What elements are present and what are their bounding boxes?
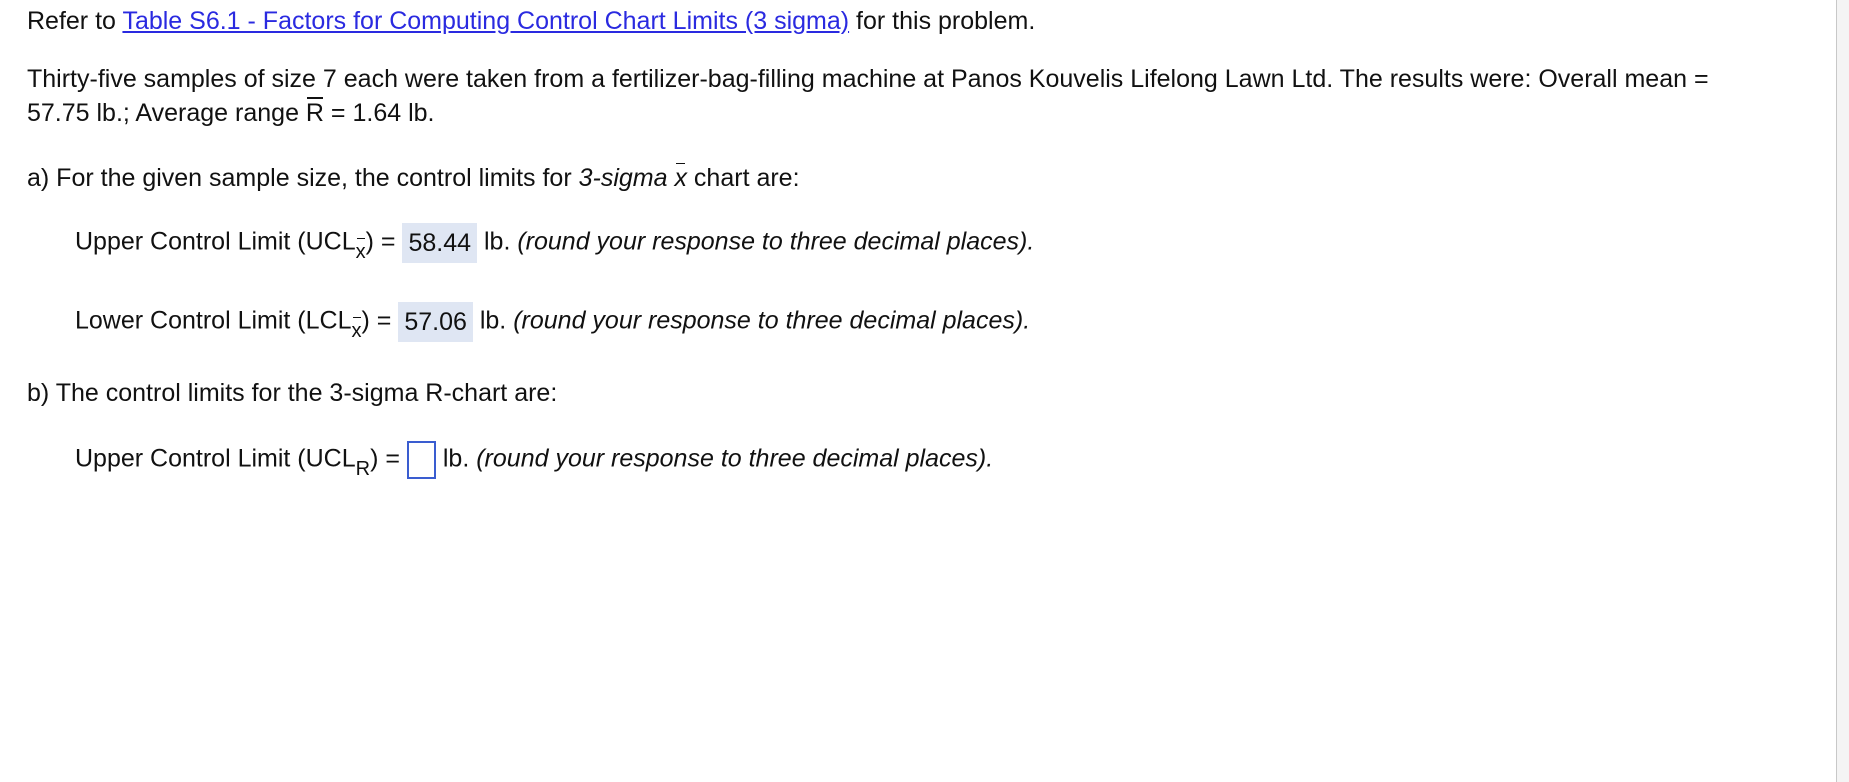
ucl-x-row — [75, 223, 1034, 263]
lcl-x-row — [75, 302, 1030, 342]
problem-line-1: Thirty-five samples of size 7 each were taken from a fertilizer-bag-filling machine at Panos Kouvelis Lifelong Lawn Ltd. The results were: Overall mean = — [27, 65, 1709, 93]
ucl-x-answer[interactable]: 58.44 — [402, 223, 477, 263]
intro-prefix: Refer to — [27, 7, 123, 35]
r-bar-symbol: R — [305, 99, 324, 127]
lcl-x-label: Lower Control Limit (LCL — [75, 306, 352, 335]
intro-line — [27, 6, 1035, 36]
part-a-heading — [27, 163, 800, 193]
intro-suffix: for this problem. — [849, 7, 1036, 35]
part-a-heading-italic: 3-sigma — [578, 164, 668, 192]
ucl-x-unit: lb. — [483, 227, 511, 256]
ucl-r-unit: lb. — [442, 444, 470, 473]
ucl-x-label: Upper Control Limit (UCL — [75, 227, 356, 256]
lcl-x-unit: lb. — [479, 306, 507, 335]
ucl-x-note: (round your response to three decimal places). — [517, 227, 1035, 256]
part-a-heading-suffix: chart are: — [686, 164, 800, 192]
vertical-scrollbar[interactable] — [1836, 0, 1849, 782]
ucl-x-close: ) = — [365, 227, 396, 256]
problem-line2-suffix: = 1.64 lb. — [323, 99, 435, 127]
ucl-r-note: (round your response to three decimal places). — [476, 444, 994, 473]
lcl-x-close: ) = — [361, 306, 392, 335]
lcl-x-note: (round your response to three decimal places). — [513, 306, 1031, 335]
ucl-r-subscript: R — [355, 457, 371, 480]
problem-line2-prefix: 57.75 lb.; Average range — [27, 99, 306, 127]
table-s6-1-link[interactable]: Table S6.1 - Factors for Computing Control Chart Limits (3 sigma) — [122, 7, 850, 35]
problem-line-2 — [27, 98, 434, 128]
ucl-r-close: ) = — [370, 444, 400, 473]
part-b-heading: b) The control limits for the 3-sigma R-chart are: — [27, 379, 558, 407]
ucl-r-input[interactable] — [407, 441, 436, 479]
x-bar-symbol: x — [674, 164, 687, 192]
lcl-x-answer[interactable]: 57.06 — [398, 302, 473, 342]
ucl-r-row — [75, 441, 993, 479]
ucl-r-label: Upper Control Limit (UCL — [75, 444, 356, 473]
ucl-x-subscript: x — [356, 237, 366, 267]
part-a-heading-prefix: a) For the given sample size, the control limits for — [27, 164, 579, 192]
lcl-x-subscript: x — [352, 316, 362, 346]
